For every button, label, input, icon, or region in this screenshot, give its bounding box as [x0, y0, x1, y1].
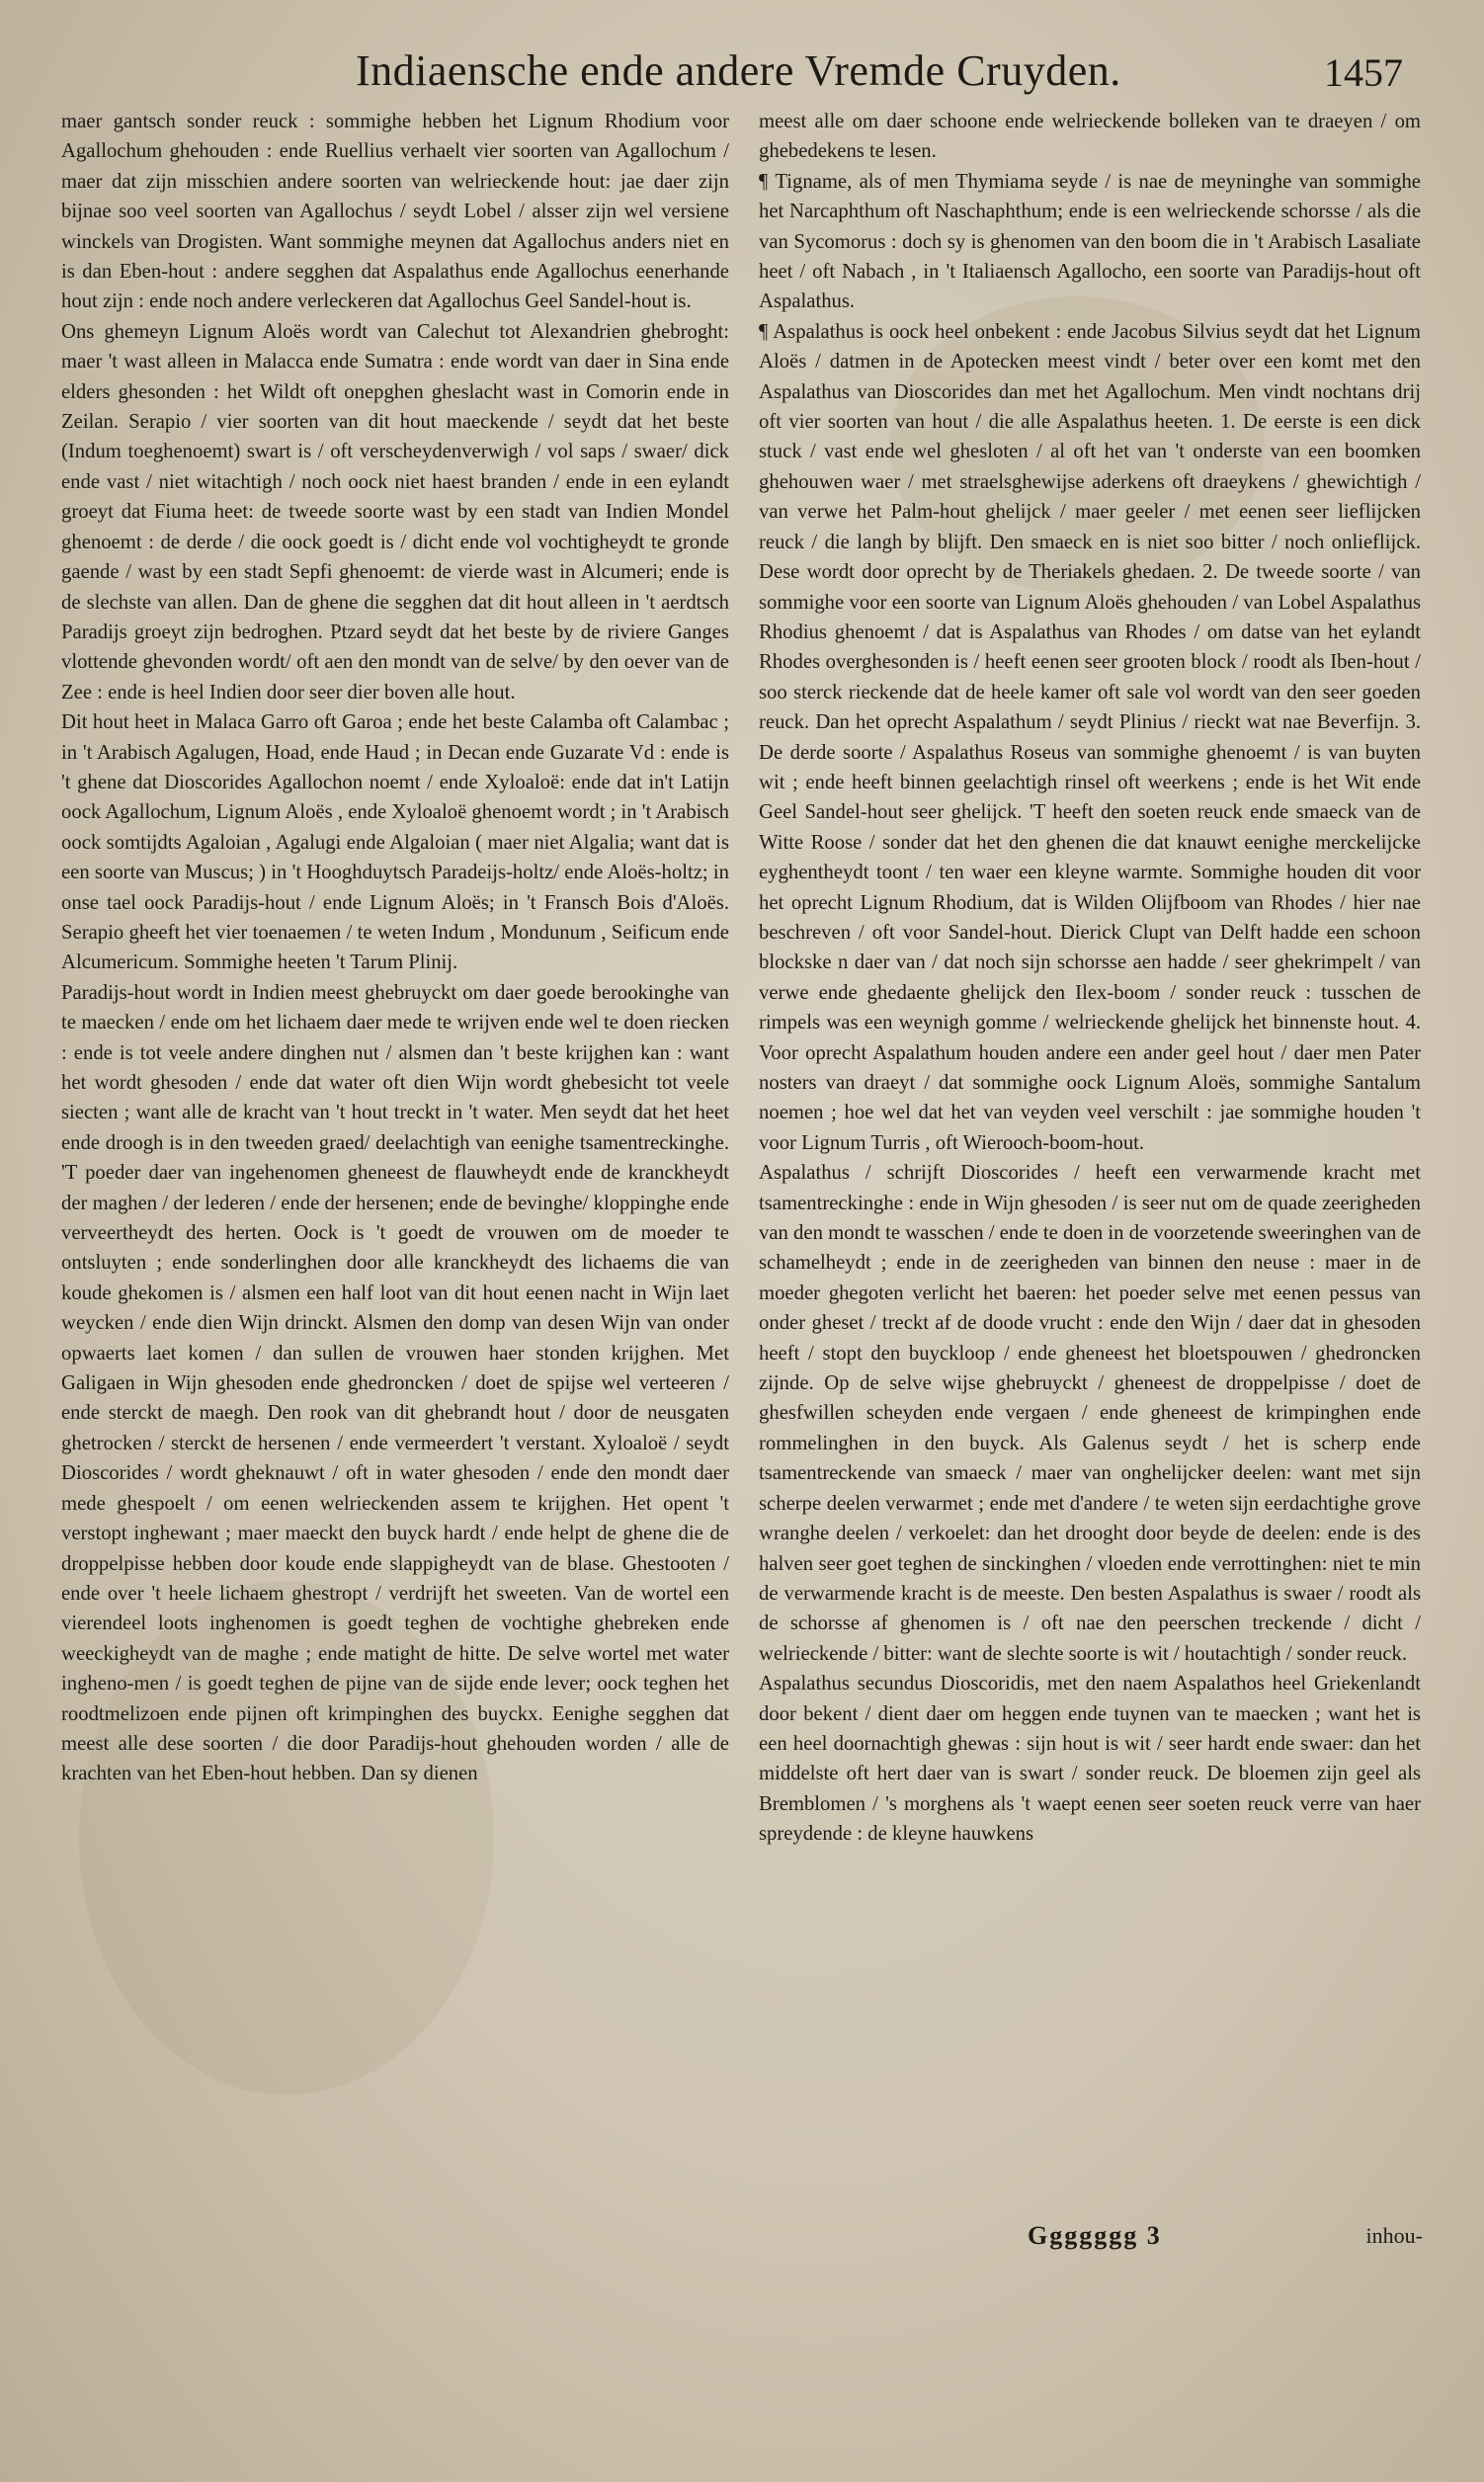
paragraph: meest alle om daer schoone ende welrieckende bolleken van te draeyen / om ghebedekens te lesen. — [759, 111, 1421, 163]
page-footer — [1028, 2221, 1423, 2261]
paragraph: ¶ Tigname, als of men Thymiama seyde / is nae de meyninghe van sommighe het Narcaphthum oft Naschaphthum; ende is een welrieckende schorsse / als die van Sycomorus : doch sy is ghenomen van den boom die in 't Arabisch Lasaliate heet / oft Nabach , in 't Italiaensch Agallocho, een soorte van Paradijs-hout oft Aspalathus. — [759, 170, 1421, 313]
signature-mark: Ggggggg 3 — [1028, 2221, 1162, 2250]
paragraph: ¶ Aspalathus is oock heel onbekent : ende Jacobus Silvius seydt dat het Lignum Aloës / datmen in de Apotecken meest vindt / beter over een komt met den Aspalathus van Dioscorides dan met het Agallochum. Men vindt nochtans drij oft vier soorten van hout / die alle Aspalathus heeten. 1. De eerste is een dick stuck / vast ende wel ghesloten / al oft het van 't onderste van een boomken ghehouwen waer / met straelsghewijse aderkens oft draeykens / ghewichtigh / van verwe het Palm-hout ghelijck / maer geeler / met eenen seer lieflijcken reuck / die langh by blijft. Den smaeck en is niet soo bitter / noch onlieflijck. Dese wordt door oprecht by de Theriakels ghedaen. 2. De tweede soorte / van sommighe voor een soorte van Lignum Aloës ghehouden / van Lobel Aspalathus Rhodius ghenoemt / dat is Aspalathus van Rhodes / om datse van het eylandt Rhodes overghesonden is / heeft eenen seer grooten block / roodt als Iben-hout / soo sterck rieckende dat de heele kamer oft sale vol wordt van den seer goeden reuck. Dan het oprecht Aspalathum / seydt Plinius / rieckt wat nae Beverfijn. 3. De derde soorte / Aspalathus Roseus van sommighe ghenoemt / is van buyten wit ; ende heeft binnen geelachtigh rinsel oft weerkens ; ende is het Wit ende Geel Sandel-hout seer ghelijck. 'T heeft den soeten reuck ende smaeck van de Witte Roose / sonder dat het den ghenen die dat knauwt eenighe merckelijcke eyghentheydt toont / ten waer een kleyne warmte. Sommighe houden dit voor het oprecht Lignum Rhodium, dat is Wilden Olijfboom van Rhodes / hier nae beschreven / oft voor Sandel-hout. Dierick Clupt van Delft hadde een schoon blockske n daer van / dat noch sijn schorsse aen hadde / seer ghekrimpelt / van verwe ende ghedaente ghelijck den Ilex-boom / sonder reuck : tusschen de rimpels was een weynigh gomme / welrieckende ghelijck het binnenste hout. 4. Voor oprecht Aspalathum houden andere een ander geel hout / daer men Pater nosters van draeyt / dat sommighe oock Lignum Aloës, sommighe Santalum noemen ; hoe wel dat het van veyden veel verschilt : jae sommighe houden 't voor Lignum Turris , oft Wierooch-boom-hout. — [759, 320, 1421, 1154]
running-header — [356, 38, 1403, 107]
paragraph: Ons ghemeyn Lignum Aloës wordt van Calechut tot Alexandrien ghebroght: maer 't wast alleen in Malacca ende Sumatra : ende wordt van daer in Sina ende elders ghesonden : het Wildt oft onepghen gheslacht wast in Comorin ende in Zeilan. Serapio / vier soorten van dit hout maeckende / seydt dat het beste (Indum toeghenoemt) swart is / oft verscheydenverwigh / vol saps / swaer/ dick ende vast / niet witachtigh / noch oock niet haest branden / ende in een eylandt groeyt dat Fiuma heet: de tweede soorte wast by een stadt van Indien Mondel ghenoemt : de derde / die oock goedt is / dicht ende vol vochtigheydt te gronde gaende / wast by een stadt Sepfi ghenoemt: de vierde wast in Alcumeri; ende is de slechste van allen. Dan de ghene die segghen dat dit hout alleen in 't aerdtsch Paradijs groeyt zijn bedroghen. Ptzard seydt dat het beste by de riviere Ganges vlottende ghevonden wordt/ oft aen den mondt van de selve/ by den oever van de Zee : ende is heel Indien door seer dier boven alle hout. — [61, 320, 729, 703]
paragraph: maer gantsch sonder reuck : sommighe hebben het Lignum Rhodium voor Agallochum ghehouden : ende Ruellius verhaelt vier soorten van Agallochum / maer dat zijn misschien andere soorten van welrieckende hout: jae daer zijn bijnae soo veel soorten van Agallochus / seydt Lobel / alsser zijn wel versiene winckels van Drogisten. Want sommighe meynen dat Agallochus anders niet en is dan Eben-hout : andere segghen dat Aspalathus ende Agallochus eenerhande hout zijn : ende noch andere verleckeren dat Agallochus Geel Sandel-hout is. — [61, 111, 729, 313]
paragraph: Dit hout heet in Malaca Garro oft Garoa ; ende het beste Calamba oft Calambac ; in 't Arabisch Agalugen, Hoad, ende Haud ; in Decan ende Guzarate Vd : ende is 't ghene dat Dioscorides Agallochon noemt / ende Xyloaloë: ende dat in't Latijn oock Agallochum, Lignum Aloës , ende Xyloaloë ghenoemt wordt ; in 't Arabisch oock somtijdts Agaloian , Agalugi ende Algaloian ( maer niet Algalia; want dat is een soorte van Muscus; ) in 't Hooghduytsch Paradeijs-holtz/ ende Aloës-holtz; in onse tael oock Paradijs-hout / ende Lignum Aloës; in 't Fransch Bois d'Aloës. Serapio gheeft het vier toenaemen / te weten Indum , Mondunum , Seificum ende Alcumericum. Sommighe heeten 't Tarum Plinij. — [61, 711, 729, 974]
paragraph: Aspalathus secundus Dioscoridis, met den naem Aspalathos heel Griekenlandt door bekent / dient daer om heggen ende tuynen van te maecken ; want het is een heel doornachtigh ghewas : sijn hout is wit / seer hardt ende swaer: dan het middelste oft hert daer van is swart / sonder reuck. De bloemen zijn geel als Bremblomen / 's morghens als 't waept eenen seer soeten reuck verre van haer spreydende : de kleyne hauwkens — [759, 1673, 1421, 1846]
page-number: 1457 — [1324, 50, 1403, 95]
catchword: inhou- — [1365, 2223, 1423, 2248]
paragraph: Aspalathus / schrijft Dioscorides / heeft een verwarmende kracht met tsamentreckinghe : ende in Wijn ghesoden / is seer nut om de quade zeerigheden van den mondt te wasschen / ende te doen in de voorzetende sweeringhen van de schamelheydt ; ende in de zeerigheden van binnen den neuse : maer in de moeder ghegoten verlicht het baeren: het poeder selve met eenen pessus van onder gheset / treckt af de doode vrucht : ende den Wijn / daer dat in ghesoden heeft / stopt den buyckloop / ende gheneest het bloetspouwen / ghedroncken zijnde. Op de selve wijse ghebruyckt / gheneest de droppelpisse / doet de ghesfwillen scheyden ende vergaen / ende gheneest de krimpinghen ende rommelinghen in den buyck. Als Galenus seydt / het is scherp ende tsamentreckende van smaeck / maer van onghelijcker deelen: want met sijn scherpe deelen verwarmet ; ende met d'andere / te weten sijn eerdachtighe grove wranghe deelen / verkoelet: dan het drooght door beyde de deelen: ende is des halven seer goet teghen de sinckinghen / vloeden ende verrottinghen: niet te min de verwarmende kracht is de meeste. Den besten Aspalathus is swaer / roodt als de schorsse af ghenomen is / oft nae den peerschen treckende / dicht / welrieckende / bitter: want de slechte soorte is wit / houtachtigh / sonder reuck. — [759, 1162, 1421, 1665]
right-column — [759, 107, 1421, 2253]
running-title: Indiaensche ende andere Vremde Cruyden. — [356, 46, 1121, 95]
left-column — [61, 107, 729, 2253]
paragraph: Paradijs-hout wordt in Indien meest ghebruyckt om daer goede berookinghe van te maecken / ende om het lichaem daer mede te wrijven ende wel te doen riecken : ende is tot veele andere dinghen nut / alsmen dan 't beste krijghen kan : want het wordt ghesoden / ende dat water oft dien Wijn wordt ghebesicht tot veele siecten ; want alle de kracht van 't hout treckt in 't water. Men seydt dat het heet ende droogh is in den tweeden graed/ deelachtigh van eenighe tsamentreckinghe. 'T poeder daer van ingehenomen gheneest de flauwheydt ende de kranckheydt der maghen / der lederen / ende der hersenen; ende de bevinghe/ kloppinghe ende verveertheydt des herten. Oock is 't goedt de vrouwen om de moeder te ontsluyten ; ende sonderlinghen door alle kranckheydt des lichaems die van koude ghekomen is / alsmen een half loot van dit hout eenen nacht in Wijn laet weycken / ende dien Wijn drinckt. Alsmen den domp van desen Wijn van onder opwaerts laet komen / dan sullen de vrouwen haer stonden krijghen. Met Galigaen in Wijn ghesoden ende ghedroncken / doet de spijse wel verteeren / ende sterckt de maegh. Den rook van dit ghebrandt hout / door de neusgaten ghetrocken / sterckt de hersenen / ende vermeerdert 't verstant. Xyloaloë / seydt Dioscorides / wordt gheknauwt / oft in water ghesoden / ende den mondt daer mede ghespoelt / om eenen welrieckenden assem te krijghen. Het opent 't verstopt inghewant ; maer maeckt den buyck hardt / ende helpt de ghene die de droppelpisse hebben door koude ende slappigheydt van de blase. Ghestooten / ende over 't heele lichaem ghestropt / verdrijft het sweeten. Van de wortel een vierendeel loots inghenomen is goedt teghen de vochtighe ghebreken ende weeckigheydt van de maghe ; ende matight de hitte. De selve wortel met water ingheno-men / is goedt teghen de pijne van de sijde ende lever; oock teghen het roodtmelizoen ende pijnen oft krimpinghen des buyckx. Eenighe segghen dat meest alle dese soorten / die door Paradijs-hout ghehouden worden / alle de krachten van het Eben-hout hebben. Dan sy dienen — [61, 981, 729, 1785]
